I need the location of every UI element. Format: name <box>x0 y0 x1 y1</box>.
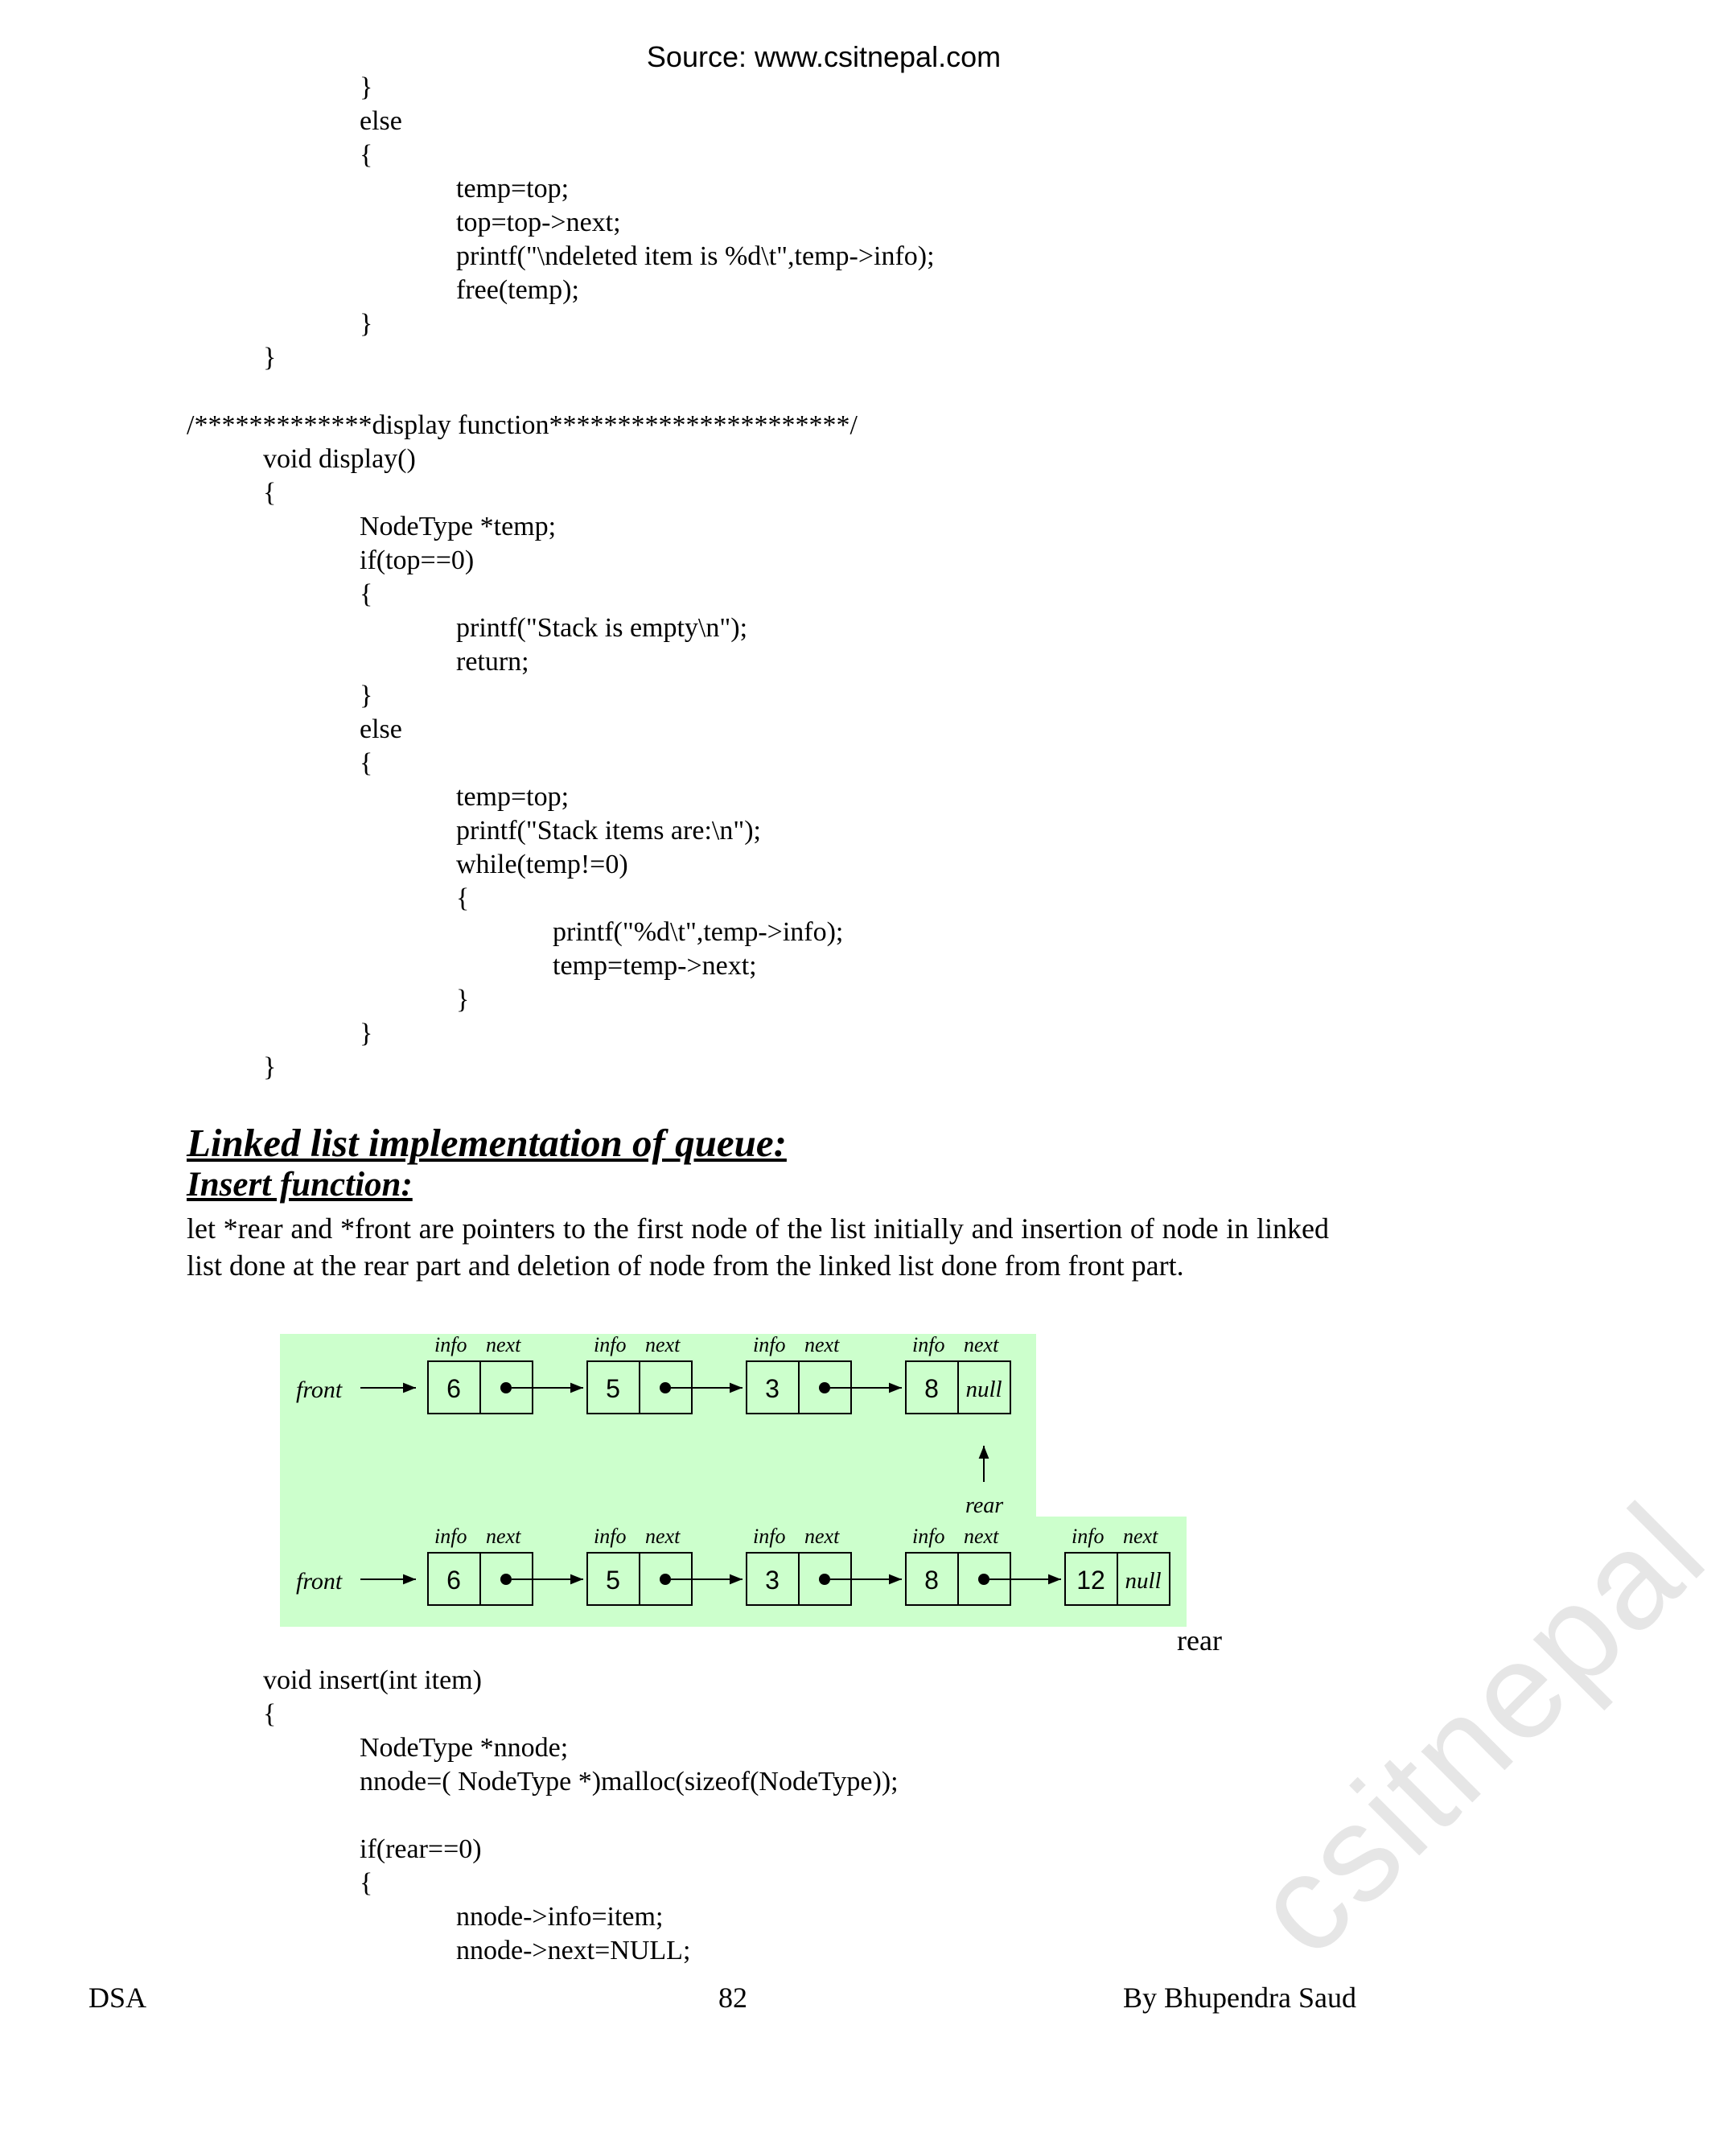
code-line: } <box>360 72 373 102</box>
info-field-label: info <box>594 1333 627 1356</box>
code-line: } <box>263 343 277 372</box>
node-value: 8 <box>924 1374 939 1403</box>
code-line: { <box>456 883 470 913</box>
node-value: 3 <box>765 1566 780 1595</box>
null-pointer: null <box>965 1377 1002 1402</box>
code-line: { <box>360 579 373 609</box>
info-field-label: info <box>753 1525 786 1548</box>
next-field-label: next <box>964 1333 999 1356</box>
pointer-dot <box>500 1382 512 1393</box>
pointer-dot <box>978 1574 989 1585</box>
code-line: { <box>263 1699 277 1729</box>
pointer-dot <box>660 1382 671 1393</box>
footer-course: DSA <box>88 1982 147 2014</box>
code-line: nnode->next=NULL; <box>456 1936 691 1965</box>
code-line: if(top==0) <box>360 545 475 575</box>
info-field-label: info <box>1072 1525 1105 1548</box>
code-line: else <box>360 106 402 136</box>
rear-label: rear <box>965 1493 1004 1518</box>
info-field-label: info <box>434 1525 467 1548</box>
next-field-label: next <box>645 1525 681 1548</box>
next-field-label: next <box>804 1525 840 1548</box>
code-line: void display() <box>263 444 416 474</box>
code-line: temp=temp->next; <box>553 951 757 981</box>
info-field-label: info <box>753 1333 786 1356</box>
info-field-label: info <box>912 1525 945 1548</box>
code-line: } <box>360 681 373 710</box>
node-value: 3 <box>765 1374 780 1403</box>
code-line: printf("Stack items are:\n"); <box>456 816 761 846</box>
code-line: else <box>360 714 402 744</box>
body-paragraph: let *rear and *front are pointers to the first node of the list initially and insertion of node in linked list done at the rear part and deletion of node from the linked list done from front part. <box>187 1212 1329 1282</box>
code-line: temp=top; <box>456 782 570 812</box>
source-header: Source: www.csitnepal.com <box>646 40 1002 73</box>
next-field-label: next <box>1123 1525 1158 1548</box>
next-field-label: next <box>645 1333 681 1356</box>
code-line: while(temp!=0) <box>456 850 628 879</box>
next-field-label: next <box>486 1333 521 1356</box>
code-line: } <box>360 309 373 339</box>
pointer-dot <box>660 1574 671 1585</box>
footer-page-number: 82 <box>718 1982 747 2014</box>
pointer-dot <box>500 1574 512 1585</box>
code-line: nnode->info=item; <box>456 1902 664 1932</box>
section-heading: Linked list implementation of queue: <box>187 1121 787 1165</box>
code-line: top=top->next; <box>456 208 621 237</box>
watermark: csitnepal <box>1224 1474 1735 1985</box>
diagram-background <box>280 1334 1187 1627</box>
subsection-heading: Insert function: <box>187 1166 413 1204</box>
info-field-label: info <box>912 1333 945 1356</box>
code-line: return; <box>456 647 529 677</box>
code-line: { <box>360 748 373 778</box>
node-value: 8 <box>924 1566 939 1595</box>
code-comment: /*************display function**********************/ <box>187 410 858 440</box>
next-field-label: next <box>486 1525 521 1548</box>
code-line: NodeType *temp; <box>360 512 557 541</box>
code-line: } <box>360 1019 373 1048</box>
pointer-dot <box>819 1382 830 1393</box>
code-line: free(temp); <box>456 275 579 305</box>
info-field-label: info <box>594 1525 627 1548</box>
info-field-label: info <box>434 1333 467 1356</box>
node-value: 6 <box>446 1566 461 1595</box>
code-line: } <box>456 985 470 1015</box>
node-value: 5 <box>606 1374 620 1403</box>
code-line: printf("%d\t",temp->info); <box>553 917 844 947</box>
code-line: { <box>360 140 373 170</box>
node-value: 6 <box>446 1374 461 1403</box>
node-value: 5 <box>606 1566 620 1595</box>
code-line: { <box>360 1868 373 1898</box>
footer-author: By Bhupendra Saud <box>1123 1982 1356 2014</box>
code-line: printf("\ndeleted item is %d\t",temp->info); <box>456 241 935 271</box>
rear-label-outside: rear <box>1177 1624 1222 1657</box>
next-field-label: next <box>804 1333 840 1356</box>
node-value: 12 <box>1076 1566 1105 1595</box>
code-line: { <box>263 478 277 508</box>
null-pointer: null <box>1125 1568 1162 1594</box>
code-line: printf("Stack is empty\n"); <box>456 613 748 643</box>
code-line: NodeType *nnode; <box>360 1733 569 1763</box>
front-label: front <box>296 1568 343 1595</box>
code-line: nnode=( NodeType *)malloc(sizeof(NodeType)); <box>360 1767 899 1797</box>
front-label: front <box>296 1377 343 1403</box>
code-line: temp=top; <box>456 174 570 204</box>
pointer-dot <box>819 1574 830 1585</box>
next-field-label: next <box>964 1525 999 1548</box>
code-line: void insert(int item) <box>263 1665 482 1695</box>
code-line: } <box>263 1052 277 1082</box>
code-line: if(rear==0) <box>360 1834 482 1864</box>
